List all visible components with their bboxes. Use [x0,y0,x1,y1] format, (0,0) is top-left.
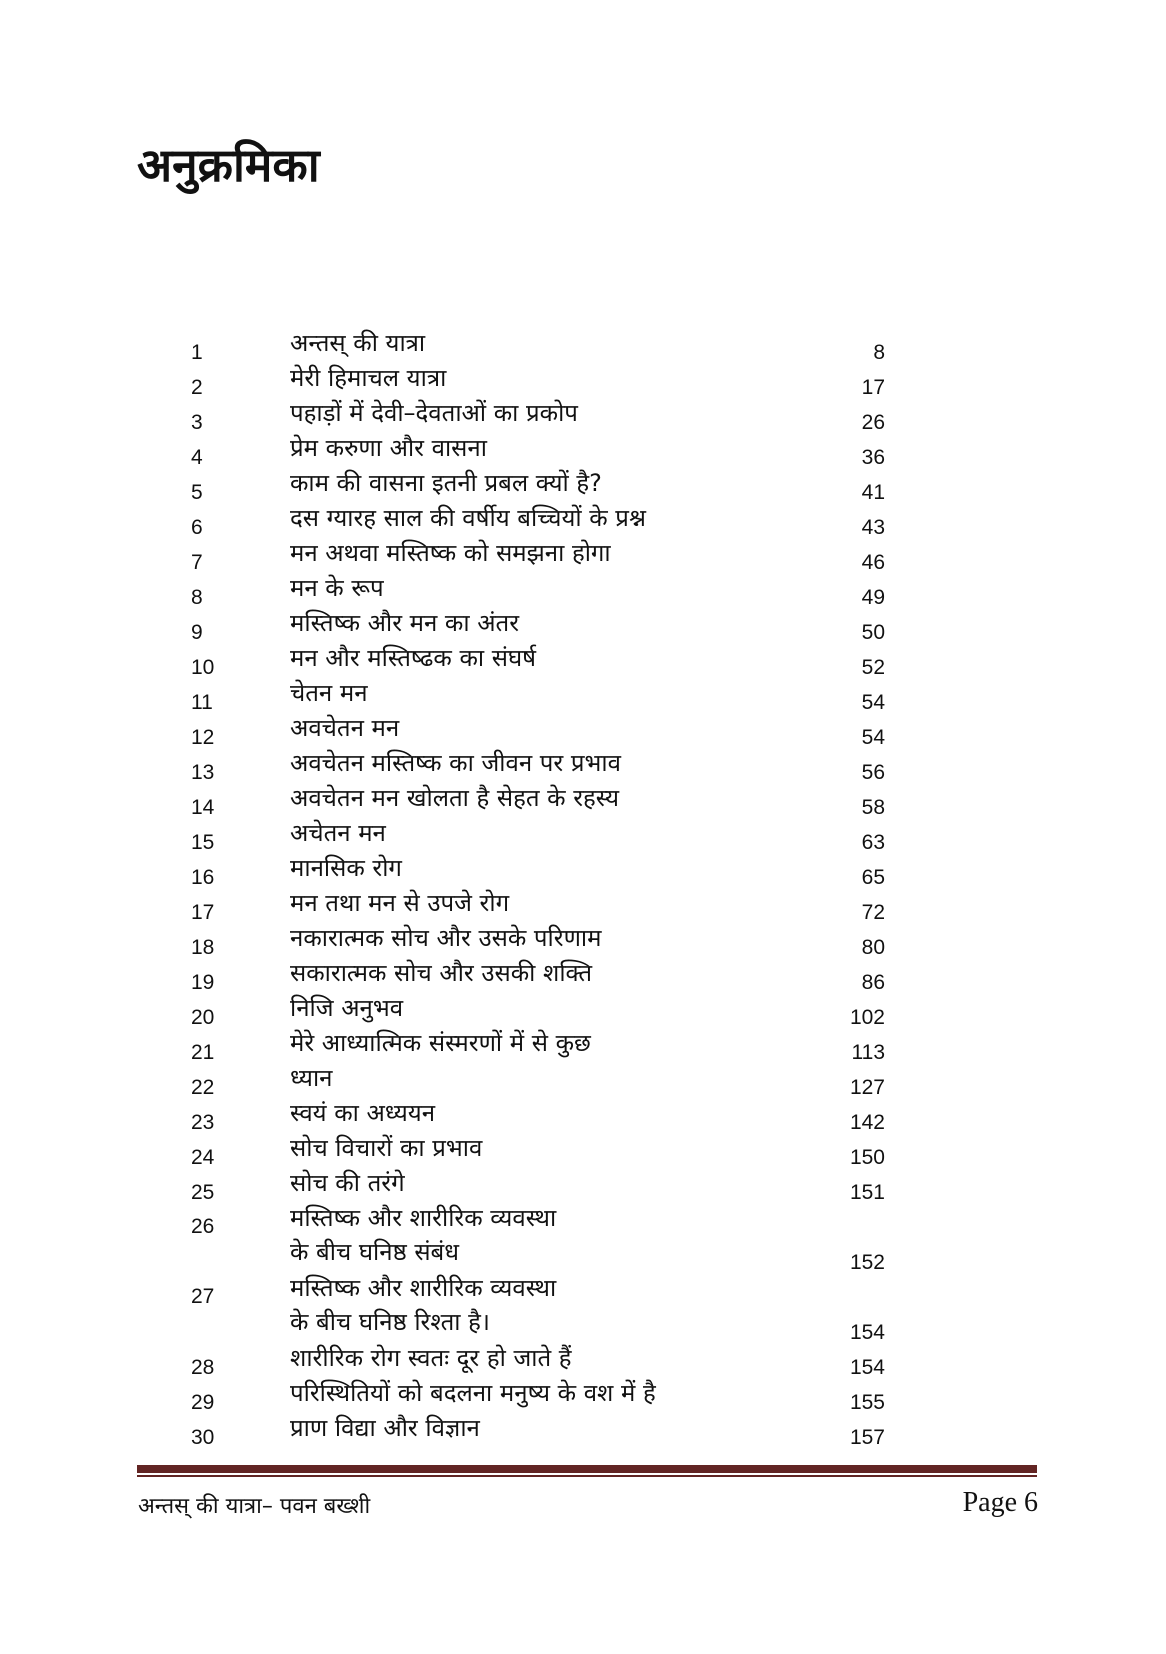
toc-entry-number: 27 [191,1285,215,1308]
toc-entry-title [290,641,536,675]
toc-entry-title-line: सोच की तरंगे [290,1169,405,1197]
toc-entry-title [290,1201,556,1269]
toc-entry-number: 30 [191,1426,215,1449]
toc-entry-title-line: मानसिक रोग [290,854,402,882]
toc-entry-title-line: अवचेतन मन खोलता है सेहत के रहस्य [290,784,620,812]
toc-entry-number: 1 [191,341,203,364]
toc-entry-page: 56 [861,761,885,784]
toc-entry-page: 54 [861,691,885,714]
toc-entry-number: 29 [191,1391,215,1414]
toc-entry-number: 22 [191,1076,215,1099]
toc-entry[interactable] [185,1414,885,1452]
toc-entry-title [290,1061,332,1095]
toc-entry-page: 52 [861,656,885,679]
toc-entry-title-line: मस्तिष्क और शारीरिक व्यवस्था [290,1274,557,1302]
footer-page-number: Page 6 [962,1487,1038,1518]
toc-entry-page: 151 [849,1181,885,1204]
toc-entry-number: 26 [191,1215,215,1238]
toc-entry-title [290,1026,591,1060]
toc-entry-number: 9 [191,621,203,644]
toc-entry-number: 28 [191,1356,215,1379]
toc-entry-number: 12 [191,726,215,749]
toc-entry-title-line: शारीरिक रोग स्वतः दूर हो जाते हैं [290,1344,572,1372]
toc-entry-title [290,746,621,780]
toc-entry-number: 20 [191,1006,215,1029]
footer-rule [137,1465,1037,1477]
toc-entry-number: 18 [191,936,215,959]
toc-entry-title [290,711,399,745]
toc-entry-number: 11 [191,691,213,714]
toc-entry-page: 150 [849,1146,885,1169]
table-of-contents [185,329,885,1452]
toc-entry-page: 46 [861,551,885,574]
toc-entry-title-line: मन के रूप [290,574,384,602]
toc-entry-title [290,1411,480,1445]
toc-entry-number: 21 [191,1041,215,1064]
toc-entry-title-line: प्रेम करुणा और वासना [290,434,487,462]
toc-entry-number: 5 [191,481,203,504]
toc-entry-number: 3 [191,411,203,434]
toc-entry-page: 49 [861,586,885,609]
page-title: अनुक्रमिका [137,138,320,192]
toc-entry-number: 10 [191,656,215,679]
toc-entry-page: 102 [849,1006,885,1029]
toc-entry-number: 2 [191,376,203,399]
toc-entry-title [290,466,602,500]
toc-entry-title-line: प्राण विद्या और विज्ञान [290,1414,480,1442]
toc-entry-title [290,921,601,955]
toc-entry-title [290,991,403,1025]
toc-entry-title-line: मेरे आध्यात्मिक संस्मरणों में से कुछ [290,1029,591,1057]
toc-entry-title [290,1131,482,1165]
toc-entry-page: 17 [861,376,885,399]
toc-entry-page: 63 [861,831,885,854]
toc-entry-page: 154 [849,1356,885,1379]
toc-entry-page: 43 [861,516,885,539]
toc-entry-title-line: ध्यान [290,1064,333,1092]
toc-entry-title-line: मन और मस्तिष्ढक का संघर्ष [290,644,537,672]
toc-entry-title [290,1271,556,1339]
toc-entry-number: 4 [191,446,203,469]
toc-entry-title [290,431,487,465]
toc-entry-title [290,886,509,920]
toc-entry-number: 17 [191,901,215,924]
toc-entry-page: 65 [861,866,885,889]
toc-entry-title-line: के बीच घनिष्ठ संबंध [290,1238,460,1266]
toc-entry-number: 23 [191,1111,215,1134]
toc-entry-page: 113 [851,1041,885,1064]
toc-entry-title [290,1096,435,1130]
toc-entry-title [290,1166,405,1200]
toc-entry-title-line: अवचेतन मस्तिष्क का जीवन पर प्रभाव [290,749,621,777]
toc-entry-title-line: मेरी हिमाचल यात्रा [290,364,447,392]
toc-entry-page: 86 [861,971,885,994]
toc-entry-title [290,781,619,815]
toc-entry-title-line: चेतन मन [290,679,368,707]
toc-entry-title-line: सकारात्मक सोच और उसकी शक्ति [290,959,593,987]
toc-entry-title [290,501,646,535]
footer-rule-thick [137,1465,1037,1473]
toc-entry-title-line: स्वयं का अध्ययन [290,1099,436,1127]
toc-entry-page: 26 [861,411,885,434]
toc-entry-title-line: पहाड़ों में देवी–देवताओं का प्रकोप [290,399,578,427]
toc-entry-page: 58 [861,796,885,819]
toc-entry-page: 127 [849,1076,885,1099]
toc-entry-title-line: अचेतन मन [290,819,386,847]
toc-entry-title-line: मन तथा मन से उपजे रोग [290,889,510,917]
toc-entry-page: 152 [849,1251,885,1274]
toc-entry-page: 157 [849,1426,885,1449]
toc-entry-title [290,326,425,360]
toc-entry-page: 54 [861,726,885,749]
toc-entry-title [290,956,592,990]
toc-entry-number: 7 [191,551,203,574]
footer-book-title: अन्तस् की यात्रा– पवन बख्शी [138,1494,371,1519]
toc-entry-title [290,536,611,570]
toc-entry-title-line: अन्तस् की यात्रा [290,329,426,357]
toc-entry-title-line: के बीच घनिष्ठ रिश्ता है। [290,1308,490,1336]
toc-entry-page: 8 [873,341,885,364]
footer-rule-thin [137,1475,1037,1477]
toc-entry-title-line: मन अथवा मस्तिष्क को समझना होगा [290,539,611,567]
toc-entry-title-line: परिस्थितियों को बदलना मनुष्य के वश में है [290,1379,656,1407]
toc-entry[interactable] [185,1204,885,1277]
toc-entry-page: 50 [861,621,885,644]
toc-entry-number: 25 [191,1181,215,1204]
toc-entry-number: 16 [191,866,215,889]
toc-entry-number: 15 [191,831,215,854]
toc-entry-title-line: नकारात्मक सोच और उसके परिणाम [290,924,602,952]
toc-entry-title-line: काम की वासना इतनी प्रबल क्यों है? [290,469,602,497]
toc-entry-title [290,676,368,710]
toc-entry-page: 36 [861,446,885,469]
toc-entry-page: 154 [849,1321,885,1344]
toc-entry-page: 72 [861,901,885,924]
toc-entry-page: 80 [861,936,885,959]
toc-entry-number: 8 [191,586,203,609]
toc-entry-title-line: दस ग्यारह साल की वर्षीय बच्चियों के प्रश्न [290,504,646,532]
toc-entry-title [290,606,519,640]
toc-entry-title [290,1341,572,1375]
toc-entry-number: 14 [191,796,215,819]
toc-entry-number: 24 [191,1146,215,1169]
toc-entry-number: 13 [191,761,215,784]
toc-entry-number: 6 [191,516,203,539]
toc-entry-title [290,851,402,885]
toc-entry-title-line: सोच विचारों का प्रभाव [290,1134,483,1162]
toc-entry-page: 41 [861,481,885,504]
toc-entry-title [290,571,384,605]
toc-entry-title-line: निजि अनुभव [290,994,404,1022]
toc-entry-page: 155 [849,1391,885,1414]
toc-entry-number: 19 [191,971,215,994]
toc-entry-title [290,396,578,430]
toc-entry-title [290,816,386,850]
toc-entry-title-line: मस्तिष्क और शारीरिक व्यवस्था [290,1204,557,1232]
toc-entry-title [290,1376,656,1410]
toc-entry-page: 142 [849,1111,885,1134]
toc-entry-title-line: मस्तिष्क और मन का अंतर [290,609,520,637]
toc-entry[interactable] [185,1274,885,1347]
toc-entry-title-line: अवचेतन मन [290,714,400,742]
toc-entry-title [290,361,446,395]
